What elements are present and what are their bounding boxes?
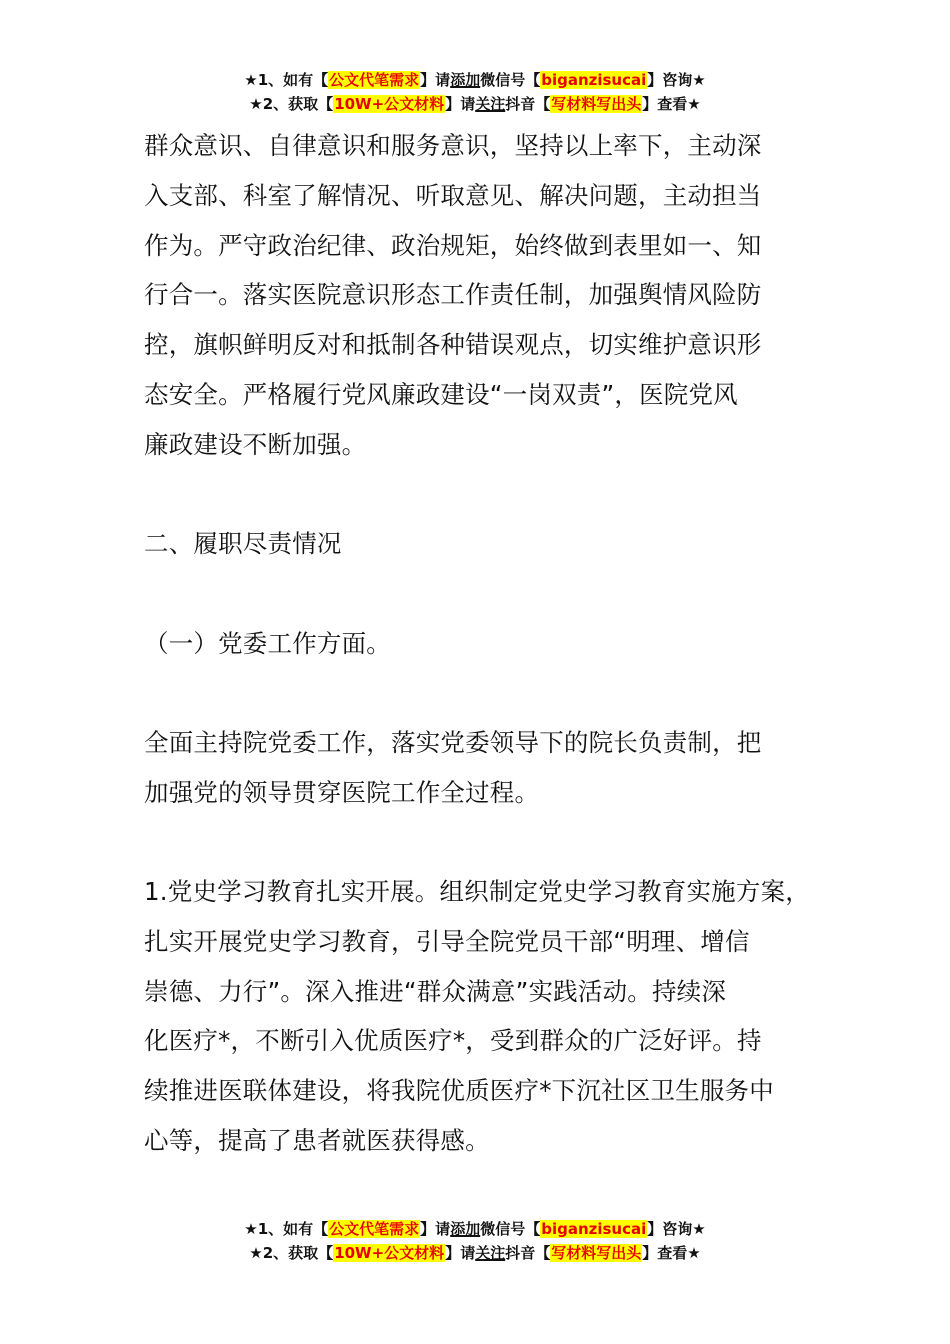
banner-text: 微信号【 xyxy=(480,71,541,89)
banner-text: 】请 xyxy=(420,71,451,89)
banner-text: 】查看★ xyxy=(642,1244,701,1262)
section-title: 二、履职尽责情况 xyxy=(144,529,342,558)
banner-wechat-id: biganzisucai xyxy=(541,1220,647,1238)
banner-text: 】查看★ xyxy=(642,95,701,113)
banner-text: ★1、如有【 xyxy=(244,1220,329,1238)
banner-text: 微信号【 xyxy=(480,1220,541,1238)
paragraph-3 xyxy=(144,867,834,1166)
banner-text: 】请 xyxy=(445,1244,476,1262)
banner-douyin-id: 写材料写出头 xyxy=(551,1244,642,1262)
banner-line-2 xyxy=(0,92,950,116)
banner-text: 】请 xyxy=(420,1220,451,1238)
banner-highlight: 公文代笔需求 xyxy=(329,71,420,89)
text-line: 态安全。严格履行党风廉政建设“一岗双责”，医院党风 xyxy=(144,379,738,409)
text-line: 作为。严守政治纪律、政治规矩，始终做到表里如一、知 xyxy=(144,230,762,260)
banner-underlined: 关注 xyxy=(475,95,506,113)
banner-text: 】咨询★ xyxy=(647,71,706,89)
text-line: 续推进医联体建设，将我院优质医疗*下沉社区卫生服务中 xyxy=(144,1076,774,1106)
banner-wechat-id: biganzisucai xyxy=(541,71,647,89)
banner-text: ★1、如有【 xyxy=(244,71,329,89)
banner-underlined: 关注 xyxy=(475,1244,506,1262)
text-line: 入支部、科室了解情况、听取意见、解决问题，主动担当 xyxy=(144,180,762,210)
section-heading xyxy=(144,519,834,569)
banner-text: 】请 xyxy=(445,95,476,113)
text-line: 行合一。落实医院意识形态工作责任制，加强舆情风险防 xyxy=(144,280,762,310)
banner-highlight: 10W+公文材料 xyxy=(334,95,445,113)
banner-text: 抖音【 xyxy=(505,95,551,113)
banner-highlight: 公文代笔需求 xyxy=(329,1220,420,1238)
banner-underlined: 添加 xyxy=(450,1220,481,1238)
subsection-title: （一）党委工作方面。 xyxy=(144,629,391,658)
banner-underlined: 添加 xyxy=(450,71,481,89)
banner-text: ★2、获取【 xyxy=(249,95,334,113)
top-banner xyxy=(0,68,950,116)
banner-line-2 xyxy=(0,1241,950,1265)
banner-line-1 xyxy=(0,1217,950,1241)
text-line: 心等，提高了患者就医获得感。 xyxy=(144,1125,490,1155)
text-line: 扎实开展党史学习教育，引导全院党员干部“明理、增信 xyxy=(144,926,750,956)
text-line: 1.党史学习教育扎实开展。组织制定党史学习教育实施方案， xyxy=(144,877,810,906)
banner-douyin-id: 写材料写出头 xyxy=(551,95,642,113)
text-line: 化医疗*，不断引入优质医疗*，受到群众的广泛好评。持 xyxy=(144,1026,762,1056)
banner-text: ★2、获取【 xyxy=(249,1244,334,1262)
bottom-banner xyxy=(0,1217,950,1265)
text-line: 控，旗帜鲜明反对和抵制各种错误观点，切实维护意识形 xyxy=(144,330,762,360)
paragraph-2 xyxy=(144,718,834,818)
text-line: 廉政建设不断加强。 xyxy=(144,429,367,459)
banner-line-1 xyxy=(0,68,950,92)
paragraph-1 xyxy=(144,121,834,470)
text-line: 加强党的领导贯穿医院工作全过程。 xyxy=(144,777,540,807)
subsection-heading xyxy=(144,619,834,669)
text-line: 全面主持院党委工作，落实党委领导下的院长负责制，把 xyxy=(144,728,762,757)
banner-highlight: 10W+公文材料 xyxy=(334,1244,445,1262)
banner-text: 抖音【 xyxy=(505,1244,551,1262)
text-line: 群众意识、自律意识和服务意识，坚持以上率下，主动深 xyxy=(144,131,762,160)
text-line: 崇德、力行”。深入推进“群众满意”实践活动。持续深 xyxy=(144,976,727,1006)
banner-text: 】咨询★ xyxy=(647,1220,706,1238)
